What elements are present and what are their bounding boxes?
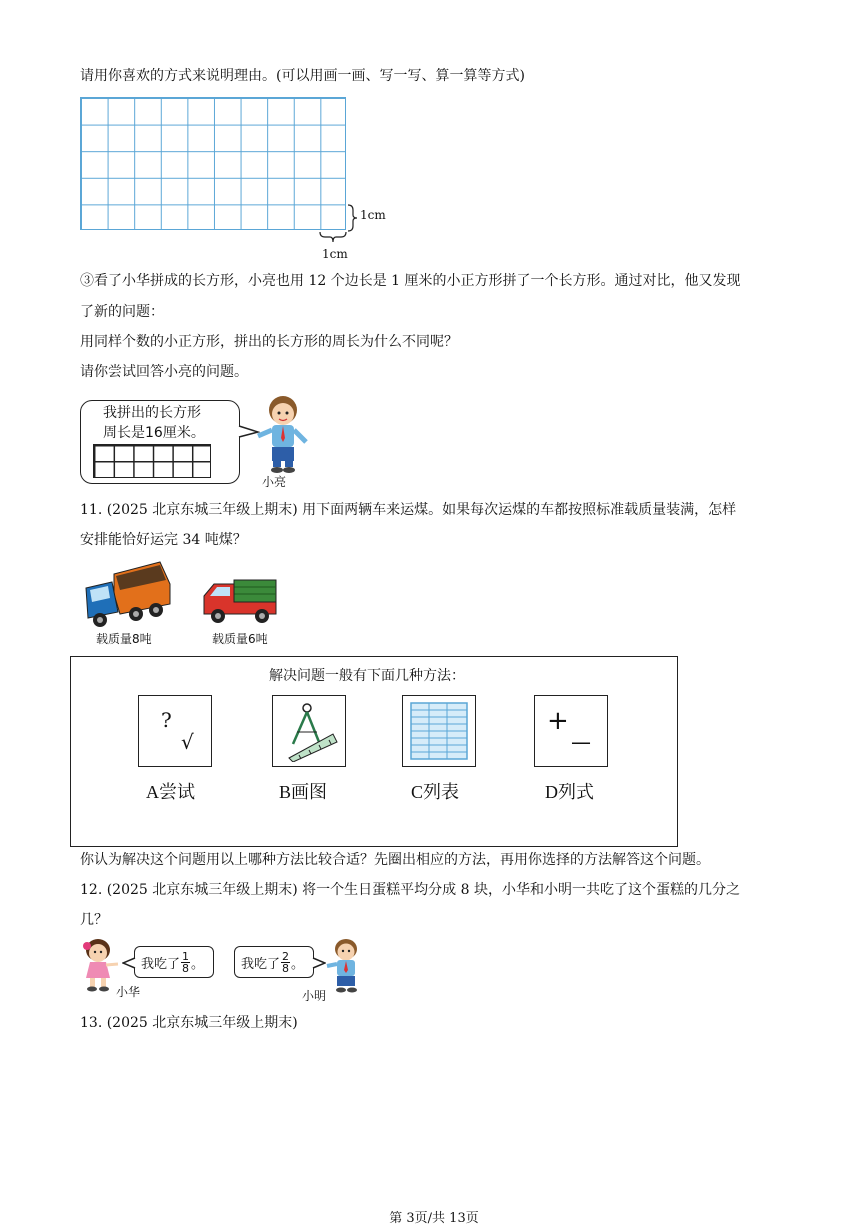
xiaohua-label: 小华: [116, 985, 141, 999]
q3-line-1: ③看了小华拼成的长方形，小亮也用 12 个边长是 1 厘米的小正方形拼了一个长方形。通过对比，他又发现: [80, 273, 741, 289]
xiaohua-fraction-den: 8: [182, 961, 190, 975]
method-d-label: D列式: [545, 782, 594, 802]
q11-followup: 你认为解决这个问题用以上哪种方法比较合适？先圈出相应的方法，再用你选择的方法解答这个问题。: [80, 852, 710, 868]
methods-title: 解决问题一般有下面几种方法：: [269, 668, 465, 684]
square-grid: [80, 97, 346, 230]
speech-bubble: [80, 400, 240, 484]
q11-line-1: 11. (2025 北京东城三年级上期末) 用下面两辆车来运煤。如果每次运煤的车都按照标准载质量装满，怎样: [80, 502, 737, 518]
xiaoming-label: 小明: [302, 989, 327, 1003]
method-b-card[interactable]: [272, 695, 346, 767]
xiaohua-speech-tail: [122, 956, 136, 970]
xiaoming-speech: [234, 946, 314, 978]
truck1-label: 载质量8吨: [96, 632, 152, 646]
bubble-text: [103, 403, 205, 443]
xiaohua-fraction-num: 1: [182, 949, 190, 963]
q12-line-1: 12. (2025 北京东城三年级上期末) 将一个生日蛋糕平均分成 8 块，小华和小明一共吃了这个蛋糕的几分之: [80, 882, 740, 898]
intro-text: 请用你喜欢的方式来说明理由。(可以用画一画、写一写、算一算等方式): [80, 68, 525, 84]
q11-line-2: 安排能恰好运完 34 吨煤？: [80, 532, 247, 548]
minus-glyph: —: [571, 730, 591, 754]
xiaohua-speech-text: 我吃了: [141, 956, 181, 972]
xiaoming-fraction-den: 8: [282, 961, 290, 975]
method-c-label: C列表: [411, 782, 460, 802]
dump-truck-icon: [80, 560, 172, 630]
compass-ruler-icon: [279, 700, 339, 762]
method-a-label: A尝试: [146, 782, 195, 802]
question-mark-glyph: ?: [161, 708, 172, 732]
q13-line: 13. (2025 北京东城三年级上期末): [80, 1015, 298, 1031]
xiaoming-speech-text: 我吃了: [241, 956, 281, 972]
page-footer: 第 3页/共 13页: [389, 1211, 479, 1226]
method-d-card[interactable]: [534, 695, 608, 767]
grid-right-label: 1cm: [360, 208, 386, 222]
xiaoming-boy-icon: [324, 938, 366, 996]
q12-line-2: 几？: [80, 912, 108, 928]
q3-line-3: 用同样个数的小正方形，拼出的长方形的周长为什么不同呢？: [80, 334, 458, 350]
check-mark-glyph: √: [181, 730, 194, 754]
method-b-label: B画图: [279, 782, 328, 802]
rectangle-2x6-grid: [93, 444, 211, 478]
plus-glyph: +: [547, 706, 569, 736]
bottom-brace-icon: [319, 230, 347, 246]
q3-line-2: 了新的问题：: [80, 304, 164, 320]
bubble-line-1: 我拼出的长方形: [103, 405, 201, 421]
xiaoliang-boy-icon: [252, 392, 314, 474]
xiaoming-fraction: [281, 951, 290, 974]
methods-box: [70, 656, 678, 847]
xiaoming-fraction-num: 2: [282, 949, 290, 963]
bubble-line-2: 周长是16厘米。: [103, 425, 205, 441]
xiaoliang-label: 小亮: [262, 475, 287, 489]
xiaohua-speech-suffix: 。: [191, 956, 205, 972]
q3-line-4: 请你尝试回答小亮的问题。: [80, 364, 248, 380]
xiaohua-fraction: [181, 951, 190, 974]
method-a-card[interactable]: [138, 695, 212, 767]
grid-bottom-label: 1cm: [322, 247, 348, 261]
table-icon: [409, 701, 469, 761]
method-c-card[interactable]: [402, 695, 476, 767]
truck2-label: 载质量6吨: [212, 632, 268, 646]
cargo-truck-icon: [200, 576, 280, 628]
xiaoming-speech-suffix: 。: [291, 956, 305, 972]
xiaohua-speech: [134, 946, 214, 978]
